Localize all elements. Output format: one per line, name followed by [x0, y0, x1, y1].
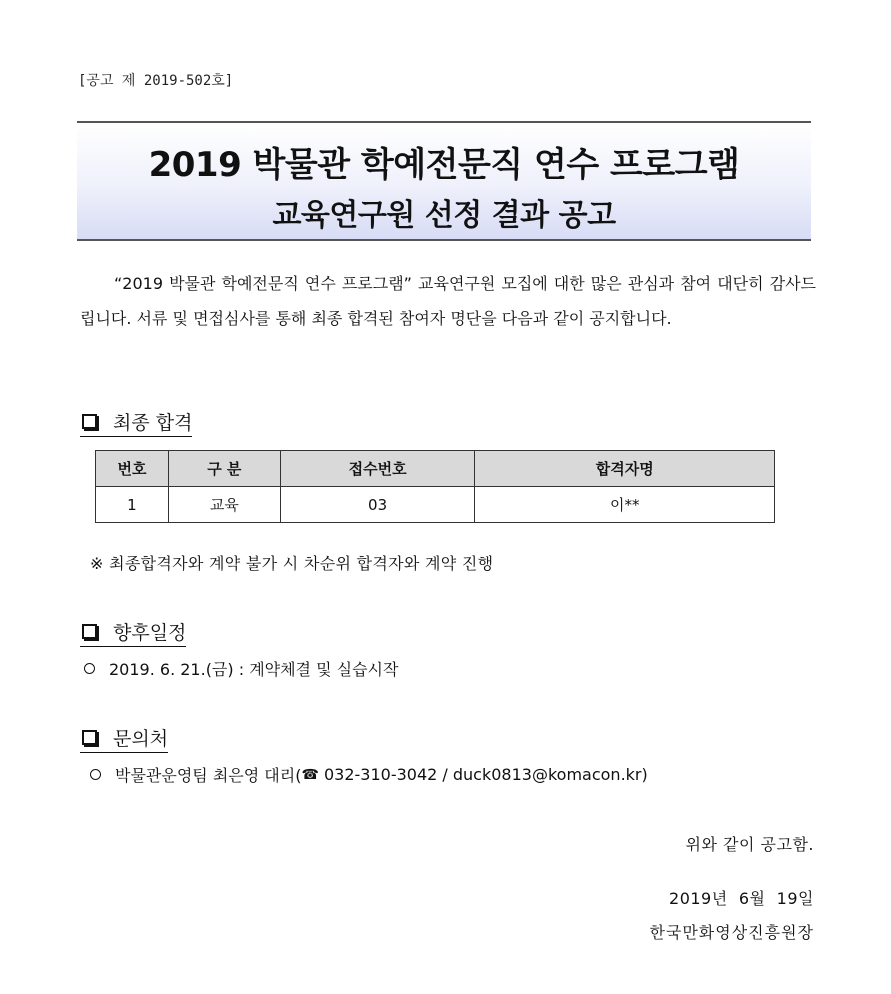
- cell-name: 이**: [475, 487, 775, 523]
- checkbox-square-icon: [82, 414, 97, 429]
- column-header-receipt-number: 접수번호: [280, 451, 475, 487]
- title-banner: [77, 121, 811, 241]
- intro-text: “2019 박물관 학예전문직 연수 프로그램” 교육연구원 모집에 대한 많은 관심과 참여 대단히 감사드립니다. 서류 및 면접심사를 통해 최종 합격된 참여자 명단을 다음과 같이 공지합니다.: [80, 274, 816, 328]
- column-header-name: 합격자명: [475, 451, 775, 487]
- column-header-category: 구 분: [168, 451, 280, 487]
- table-header-row: [96, 451, 775, 487]
- results-table: [95, 450, 775, 523]
- closing-date: 2019년 6월 19일: [669, 889, 814, 908]
- section-heading-final-pass: [80, 408, 192, 437]
- page-subtitle: 교육연구원 선정 결과 공고: [272, 198, 616, 233]
- telephone-icon: ☎: [301, 766, 319, 783]
- cell-category: 교육: [168, 487, 280, 523]
- section-heading-label: 최종 합격: [113, 412, 193, 434]
- circle-bullet-icon: [90, 769, 101, 780]
- cell-receipt-number: 03: [280, 487, 475, 523]
- closing-statement: 위와 같이 공고함.: [685, 835, 814, 854]
- intro-paragraph: [80, 266, 816, 336]
- schedule-item: [84, 657, 398, 680]
- page-title: 2019 박물관 학예전문직 연수 프로그램: [148, 145, 740, 185]
- issuer-name: 한국만화영상진흥원장: [649, 923, 814, 942]
- contact-text-before-phone: 박물관운영팀 최은영 대리(: [115, 766, 302, 785]
- circle-bullet-icon: [84, 663, 95, 674]
- section-heading-contact: [80, 724, 168, 753]
- notice-number: [공고 제 2019-502호]: [78, 73, 234, 89]
- checkbox-square-icon: [82, 730, 97, 745]
- section-heading-schedule: [80, 618, 186, 647]
- contact-item: [90, 763, 648, 786]
- schedule-item-text: 2019. 6. 21.(금) : 계약체결 및 실습시작: [109, 660, 399, 679]
- final-pass-note: ※ 최종합격자와 계약 불가 시 차순위 합격자와 계약 진행: [90, 554, 494, 573]
- cell-number: 1: [96, 487, 169, 523]
- column-header-number: 번호: [96, 451, 169, 487]
- section-heading-label: 문의처: [113, 728, 169, 750]
- section-heading-label: 향후일정: [113, 622, 187, 644]
- table-row: [96, 487, 775, 523]
- checkbox-square-icon: [82, 624, 97, 639]
- contact-text-after-phone: 032-310-3042 / duck0813@komacon.kr): [318, 765, 648, 784]
